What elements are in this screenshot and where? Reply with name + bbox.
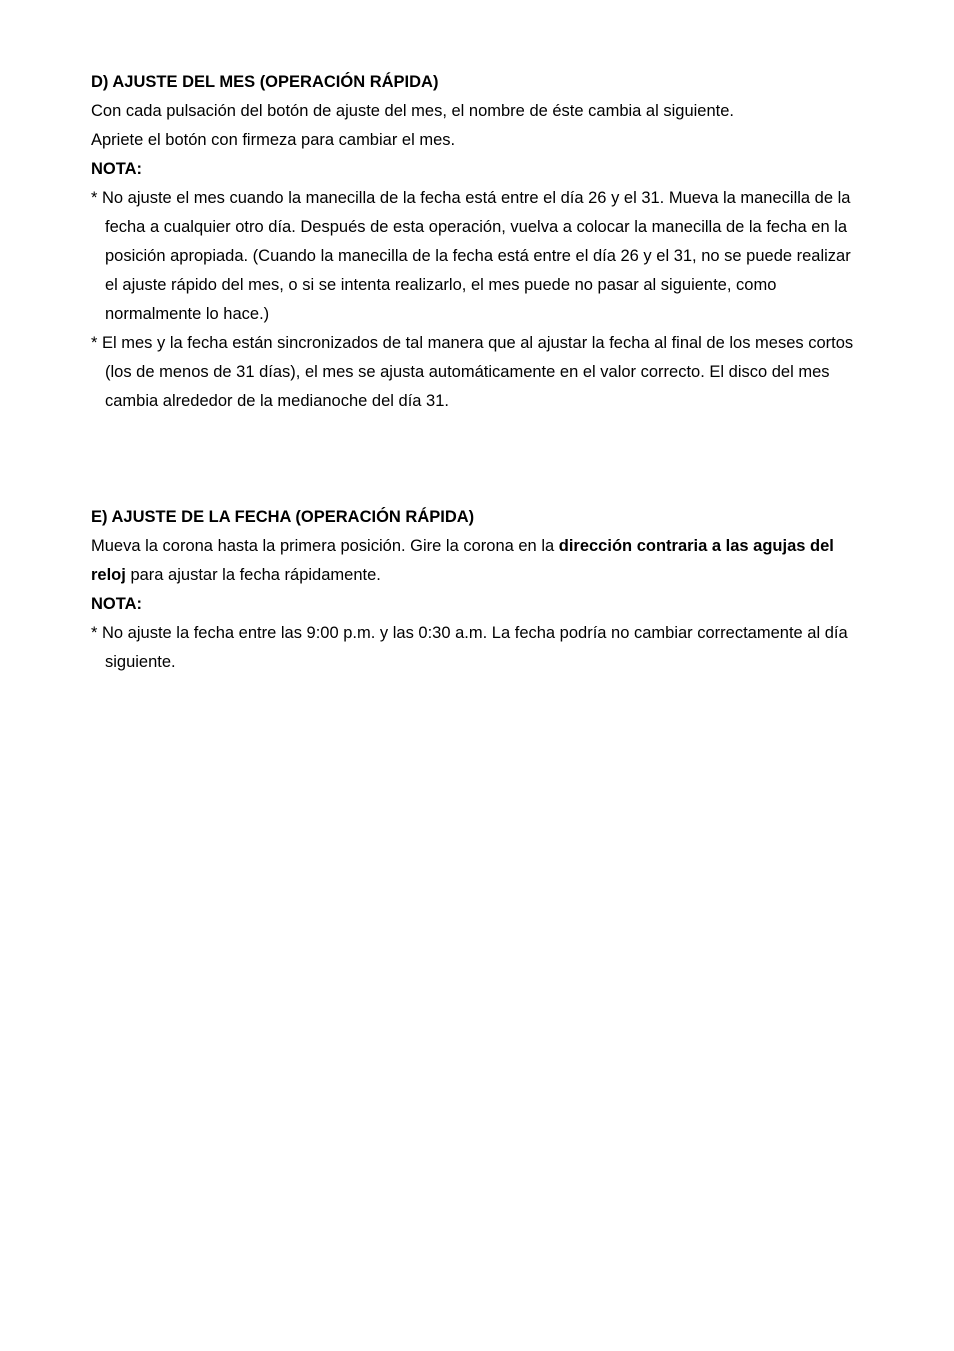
section-date-adjustment (91, 503, 866, 677)
section-heading: E) AJUSTE DE LA FECHA (OPERACIÓN RÁPIDA) (91, 508, 475, 526)
paragraph: Con cada pulsación del botón de ajuste del mes, el nombre de éste cambia al siguiente. (91, 102, 734, 120)
document-content (91, 68, 866, 677)
paragraph-text: Mueva la corona hasta la primera posición. Gire la corona en la (91, 537, 559, 555)
section-month-adjustment (91, 68, 866, 416)
note-label: NOTA: (91, 160, 143, 178)
note-bullet: * No ajuste el mes cuando la manecilla de la fecha está entre el día 26 y el 31. Mueva la manecilla de la fecha a cualquier otro día. Después de esta operación, vuelva a colocar la manecilla de la fecha en la posición apropiada. (Cuando la manecilla de la fecha está entre el día 26 y el 31, no se puede realizar el ajuste rápido del mes, o si se intenta realizarlo, el mes puede no pasar al siguiente, como normalmente lo hace.) (91, 189, 851, 323)
note-label: NOTA: (91, 595, 143, 613)
emphasis-text: dirección contraria a las agujas del reloj (91, 537, 834, 584)
paragraph (91, 532, 866, 590)
section-heading: D) AJUSTE DEL MES (OPERACIÓN RÁPIDA) (91, 73, 439, 91)
paragraph-text: para ajustar la fecha rápidamente. (125, 566, 381, 584)
note-bullet: * No ajuste la fecha entre las 9:00 p.m. y las 0:30 a.m. La fecha podría no cambiar correctamente al día siguiente. (91, 624, 848, 671)
note-bullet: * El mes y la fecha están sincronizados de tal manera que al ajustar la fecha al final de los meses cortos (los de menos de 31 días), el mes se ajusta automáticamente en el valor correcto. El disco del mes cambia alrededor de la medianoche del día 31. (91, 334, 854, 410)
paragraph: Apriete el botón con firmeza para cambiar el mes. (91, 131, 456, 149)
